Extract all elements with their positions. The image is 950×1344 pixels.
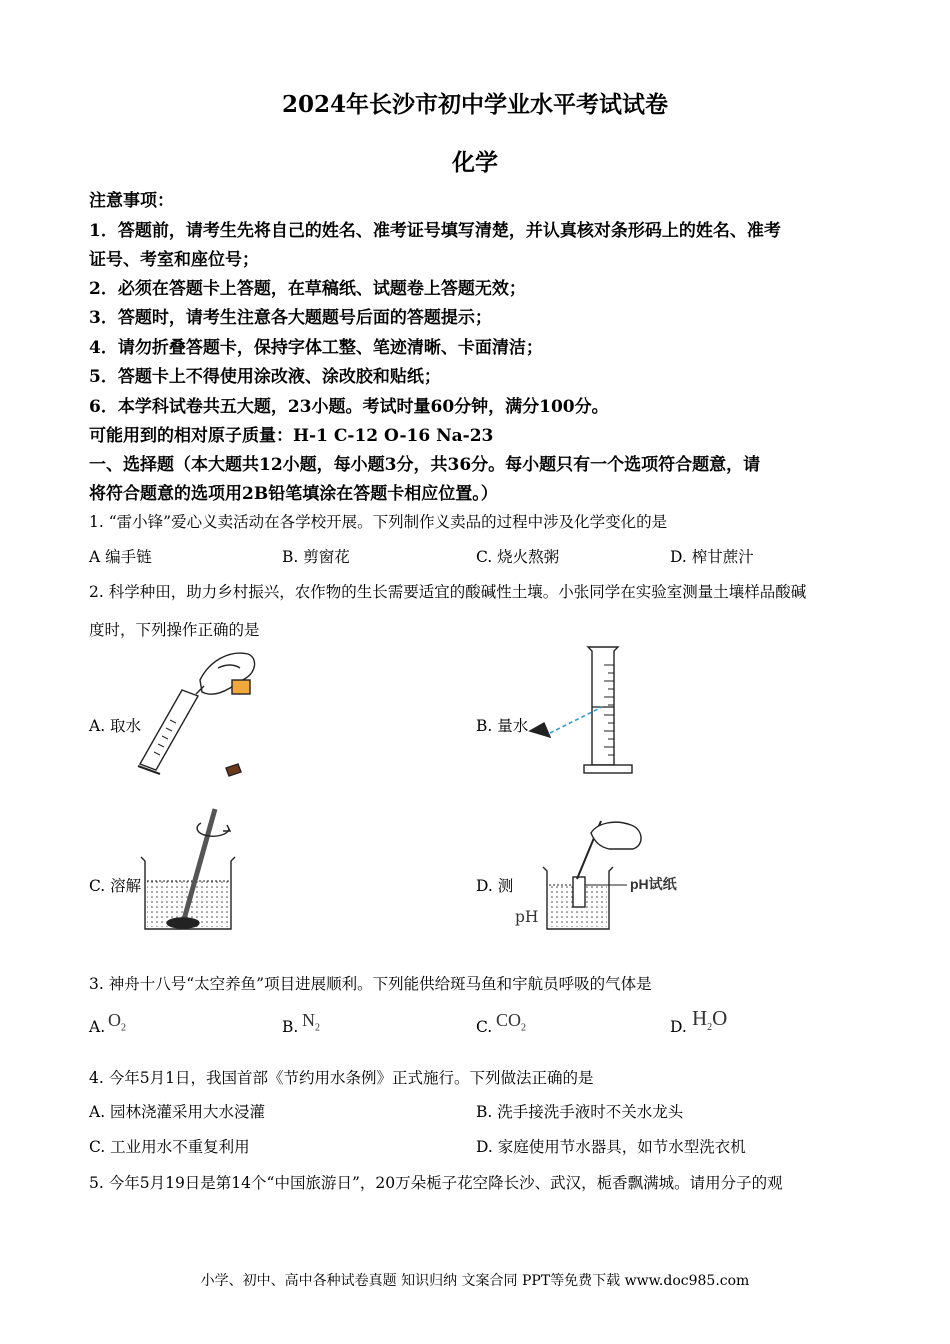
q1-option-d: D. 榨甘蔗汁	[670, 548, 754, 566]
pouring-water-illustration	[130, 640, 280, 785]
q3-option-d-formula: $H_2O$	[692, 1006, 728, 1034]
q1-option-c: C. 烧火熬粥	[476, 548, 560, 566]
notice-heading: 注意事项：	[89, 191, 174, 211]
q3-option-b-letter: B.	[282, 1018, 299, 1036]
q3-option-b-formula: $N_2$	[302, 1010, 320, 1034]
q3-option-c-letter: C.	[476, 1018, 493, 1036]
ph-label: pH	[515, 908, 539, 926]
question-5-stem: 5. 今年5月19日是第14个“中国旅游日”，20万朵栀子花空降长沙、武汉，栀香飘满城。请用分子的观	[89, 1174, 783, 1192]
q4-option-b: B. 洗手接洗手液时不关水龙头	[476, 1103, 684, 1121]
notice-item: 证号、考室和座位号；	[89, 250, 259, 270]
notice-item: 4．请勿折叠答题卡，保持字体工整、笔迹清晰、卡面清洁；	[89, 338, 543, 358]
notice-item: 6．本学科试卷共五大题，23小题。考试时量60分钟，满分100分。	[89, 397, 609, 417]
q3-option-d-letter: D.	[670, 1018, 687, 1036]
q4-option-c: C. 工业用水不重复利用	[89, 1138, 250, 1156]
section-heading-cont: 将符合题意的选项用2B铅笔填涂在答题卡相应位置。）	[89, 484, 498, 504]
section-heading: 一、选择题（本大题共12小题，每小题3分，共36分。每小题只有一个选项符合题意，请	[89, 455, 761, 475]
ph-test-illustration	[535, 815, 645, 935]
atomic-mass-line: 可能用到的相对原子质量：H-1 C-12 O-16 Na-23	[89, 426, 494, 446]
question-4-stem: 4. 今年5月1日，我国首部《节约用水条例》正式施行。下列做法正确的是	[89, 1069, 594, 1087]
subject-title: 化学	[452, 149, 498, 176]
exam-title: 2024年长沙市初中学业水平考试试卷	[281, 91, 668, 118]
q3-option-a-letter: A.	[89, 1018, 106, 1036]
q2-option-d: D. 测	[476, 877, 514, 895]
notice-item: 3．答题时，请考生注意各大题题号后面的答题提示；	[89, 308, 492, 328]
question-3-stem: 3. 神舟十八号“太空养鱼”项目进展顺利。下列能供给斑马鱼和宇航员呼吸的气体是	[89, 975, 652, 993]
stirring-illustration	[135, 805, 240, 935]
question-2-stem-cont: 度时，下列操作正确的是	[89, 621, 260, 639]
q4-option-d: D. 家庭使用节水器具，如节水型洗衣机	[476, 1138, 746, 1156]
q3-option-a-formula: $O_2$	[108, 1010, 126, 1034]
measuring-cylinder-illustration	[528, 645, 648, 780]
notice-item: 1．答题前，请考生先将自己的姓名、准考证号填写清楚，并认真核对条形码上的姓名、准考	[89, 221, 781, 241]
q3-option-c-formula: $CO_2$	[496, 1010, 527, 1034]
q2-option-a: A. 取水	[89, 717, 142, 735]
notice-item: 2．必须在答题卡上答题，在草稿纸、试题卷上答题无效；	[89, 279, 526, 299]
question-2-stem: 2. 科学种田，助力乡村振兴，农作物的生长需要适宜的酸碱性土壤。小张同学在实验室测量土壤样品酸碱	[89, 583, 807, 601]
q1-option-a: A 编手链	[89, 548, 152, 566]
q2-option-b: B. 量水	[476, 717, 529, 735]
page-footer: 小学、初中、高中各种试卷真题 知识归纳 文案合同 PPT等免费下载 www.doc985.com	[200, 1273, 750, 1289]
q2-option-c: C. 溶解	[89, 877, 142, 895]
question-1-stem: 1. “雷小锋”爱心义卖活动在各学校开展。下列制作义卖品的过程中涉及化学变化的是	[89, 513, 668, 531]
ph-paper-label: pH试纸	[630, 876, 677, 892]
q1-option-b: B. 剪窗花	[282, 548, 350, 566]
notice-item: 5．答题卡上不得使用涂改液、涂改胶和贴纸；	[89, 367, 441, 387]
q4-option-a: A. 园林浇灌采用大水浸灌	[89, 1103, 266, 1121]
